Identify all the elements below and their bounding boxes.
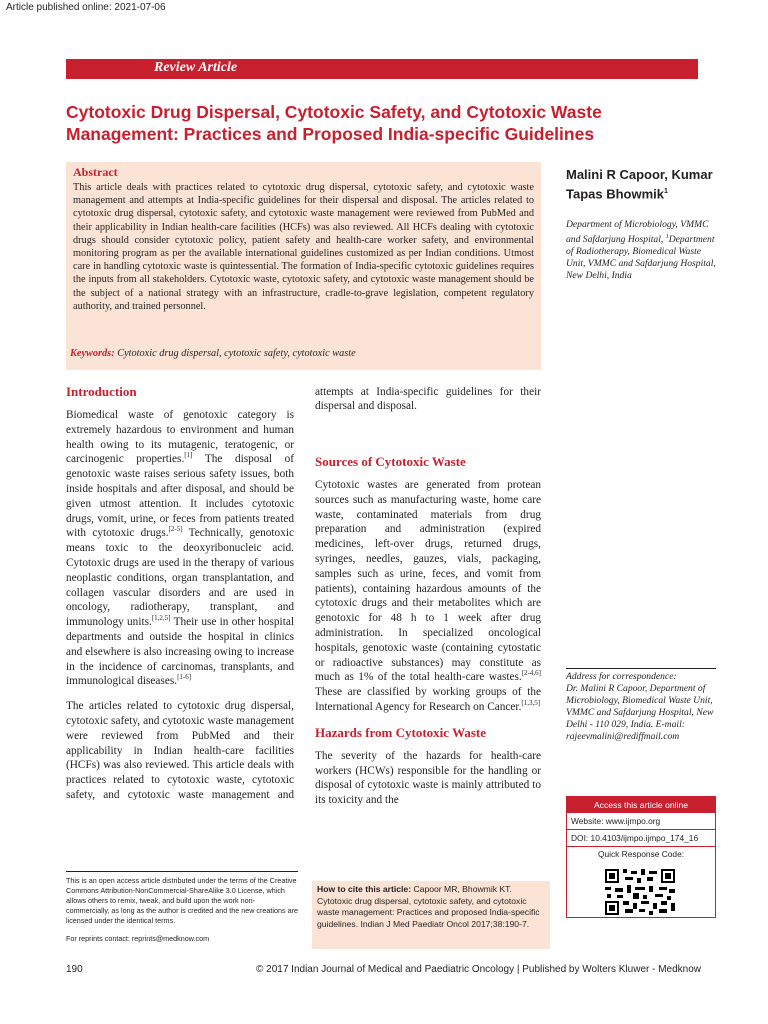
column-right [315, 384, 541, 818]
citation[interactable]: [2-4,6] [521, 669, 541, 678]
intro-text-b: The disposal of genotoxic waste raises serious safety issues, both inside hospitals and after disposal, and should be given utmost attention. It includes cytotoxic drugs, vomit, urine, or feces from patients treated with cytotoxic drugs. [66, 453, 294, 540]
author-list: Malini R Capoor, Kumar Tapas Bhowmik [566, 167, 713, 202]
footer-copyright: © 2017 Indian Journal of Medical and Paediatric Oncology | Published by Wolters Kluwer - Medknow [256, 964, 702, 975]
author-names [566, 166, 716, 202]
intro-paragraph-2 [66, 699, 294, 800]
doi-link[interactable]: DOI: 10.4103/ijmpo.ijmpo_174_16 [567, 830, 715, 847]
hazards-heading: Hazards from Cytotoxic Waste [315, 724, 487, 740]
affiliations [566, 219, 716, 282]
sources-text-b: These are classified by working groups of the International Agency for Research on Cancer. [315, 686, 541, 713]
article-type-label: Review Article [154, 60, 238, 75]
keywords-text: Cytotoxic drug dispersal, cytotoxic safety, cytotoxic waste [117, 348, 356, 359]
abstract-heading: Abstract [73, 165, 118, 179]
website-link[interactable]: Website: www.ijmpo.org [567, 813, 715, 830]
affiliation-1: Department of Microbiology, VMMC and Safdarjung Hospital, [566, 219, 709, 246]
license-notice [66, 871, 298, 944]
column-left [66, 384, 294, 810]
how-to-cite-box [312, 881, 550, 949]
affiliation-sup: 1 [665, 234, 669, 240]
abstract-text: This article deals with practices related to cytotoxic drug dispersal, cytotoxic safety, and cytotoxic waste management and attempts at India-specific guidelines for their dispersal and disposal. The articles related to cytotoxic drug dispersal, cytotoxic safety, and cytotoxic waste management were reviewed from PubMed and their applicability in Indian health-care facilities (HCFs) was also reviewed. All HCFs dealing with cytotoxic drugs should consider cytotoxic policy, patient safety and health-care worker safety, and environmental monitoring program as per the available international guidelines customized as per Indian conditions. Utmost care in handling cytotoxic waste is quintessential. The formation of India-specific cytotoxic guidelines requires the inputs from all stakeholders. Cytotoxic waste, cytotoxic safety, and cytotoxic waste management should be the subject of a national strategy with an infrastructure, cradle-to-grave legislation, competent regulatory authority, and trained personnel. [73, 182, 534, 312]
citation[interactable]: [1] [184, 451, 193, 460]
intro-paragraph-1 [66, 408, 294, 689]
keywords [66, 348, 541, 359]
author-sup: 1 [664, 188, 668, 195]
article-title: Cytotoxic Drug Dispersal, Cytotoxic Safety, and Cytotoxic Waste Management: Practices and Proposed India-specific Guidelines [66, 102, 602, 144]
affiliation-2: Department of Radiotherapy, Biomedical Waste Unit, VMMC and Safdarjung Hospital, New Delhi, India [566, 234, 716, 282]
intro-heading: Introduction [66, 384, 137, 399]
citation[interactable]: [1,3,5] [521, 699, 541, 708]
intro-text-d: Their use in other hospital departments and outside the hospital in clinics and elsewhere is also increasing owing to increase in the incidence of carcinomas, transplants, and immunological diseases. [66, 616, 294, 688]
qr-label: Quick Response Code: [597, 849, 685, 859]
abstract-box [66, 162, 541, 370]
hazards-paragraph: The severity of the hazards for health-care workers (HCWs) responsible for the handling or disposal of cytotoxic waste is mainly attributed to its toxicity and the [315, 749, 541, 807]
citation[interactable]: [1,2,5] [151, 614, 171, 623]
correspondence-block [566, 668, 716, 743]
intro-text-2-continued: attempts at India-specific guidelines for their dispersal and disposal. [315, 385, 541, 413]
sources-paragraph [315, 478, 541, 715]
citation[interactable]: [2-5] [168, 525, 183, 534]
intro-paragraph-2-continued [315, 384, 541, 444]
qr-code-icon[interactable] [603, 867, 677, 917]
sources-text-a: Cytotoxic wastes are generated from protean sources such as manufacturing waste, home care waste, contaminated materials from drug preparation and administration (expired medicines, left-over drugs, returned drugs, syringes, needles, gauzes, vials, packaging, samples such as urine, feces, and vomit from patients), containing hazardous amounts of the cytotoxic drugs and their metabolites which are genotoxic for 48 h to 1 week after drug administration. In specialized oncological hospitals, genotoxic waste (containing cytostatic or radioactive substances) may constitute as much as 1% of the total health-care wastes. [315, 479, 541, 684]
how-to-cite-label: How to cite this article: [317, 884, 412, 894]
correspondence-text: Dr. Malini R Capoor, Department of Microbiology, Biomedical Waste Unit, VMMC and Safdarjung Hospital, New Delhi - 110 029, India. E-mail: rajeevmalini@rediffmail.com [566, 683, 714, 742]
intro-text-a: Biomedical waste of genotoxic category is extremely hazardous to environment and human health owing to its mutagenic, teratogenic, or carcinogenic properties. [66, 409, 294, 466]
reprints-contact: For reprints contact: reprints@medknow.com [66, 934, 210, 943]
intro-text-c: Technically, genotoxic means toxic to the deoxyribonucleic acid. Cytotoxic drugs are used in the therapy of various neoplastic conditions, organ transplantation, and collagen vascular disorders and are used in oncology, radiotherapy, transplant, and immunology units. [66, 527, 294, 629]
correspondence-heading: Address for correspondence: [566, 671, 677, 682]
license-text: This is an open access article distributed under the terms of the Creative Commons Attribution-NonCommercial-ShareAlike 3.0 License, which allows others to remix, tweak, and build upon the work non-commercially, as long as the author is credited and the new creations are licensed under the identical terms. [66, 876, 298, 925]
page-number: 190 [66, 964, 83, 975]
access-heading: Access this article online [567, 797, 715, 813]
keywords-label: Keywords: [70, 348, 115, 359]
sources-heading: Sources of Cytotoxic Waste [315, 454, 466, 469]
access-online-box [566, 796, 716, 918]
how-to-cite-text: Capoor MR, Bhowmik KT. Cytotoxic drug dispersal, cytotoxic safety, and cytotoxic waste management: Practices and proposed India-specific guidelines. Indian J Med Paediatr Oncol 2017;38:190-7. [317, 884, 540, 929]
published-date: Article published online: 2021-07-06 [6, 2, 166, 13]
intro-text-2: The articles related to cytotoxic drug dispersal, cytotoxic safety, and cytotoxic waste management were reviewed from PubMed and their applicability in Indian health-care facilities (HCFs) was also reviewed. This article deals with practices related to cytotoxic waste, cytotoxic safety, and cytotoxic waste management and [66, 700, 294, 801]
article-type-banner [66, 59, 698, 79]
citation[interactable]: [1-6] [177, 673, 192, 682]
